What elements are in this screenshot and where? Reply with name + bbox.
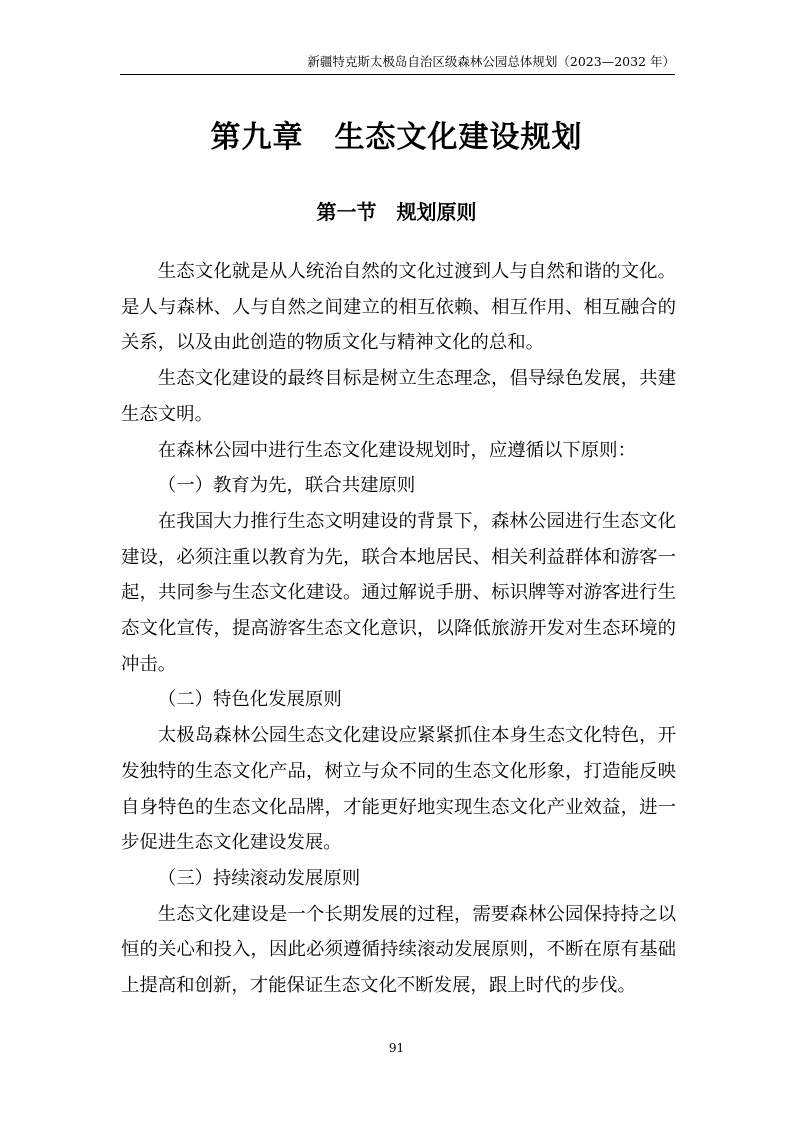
- paragraph-principle-1: 在我国大力推行生态文明建设的背景下，森林公园进行生态文化建设，必须注重以教育为先，联合本地居民、相关利益群体和游客一起，共同参与生态文化建设。通过解说手册、标识牌等对游客进行生态文化宣传，提高游客生态文化意识，以降低旅游开发对生态环境的冲击。: [121, 510, 676, 675]
- paragraph-ecological-culture-definition: 生态文化就是从人统治自然的文化过渡到人与自然和谐的文化。是人与森林、人与自然之间建立的相互依赖、相互作用、相互融合的关系，以及由此创造的物质文化与精神文化的总和。: [121, 261, 676, 354]
- page-number: 91: [388, 1041, 405, 1055]
- principle-heading-2: （二）特色化发展原则: [157, 689, 342, 711]
- paragraph-ultimate-goal: 生态文化建设的最终目标是树立生态理念，倡导绿色发展，共建生态文明。: [121, 368, 676, 425]
- section-title: 第一节 规划原则: [316, 200, 477, 224]
- paragraph-principle-2: 太极岛森林公园生态文化建设应紧紧抓住本身生态文化特色，开发独特的生态文化产品，树立与众不同的生态文化形象，打造能反映自身特色的生态文化品牌，才能更好地实现生态文化产业效益，进一步促进生态文化建设发展。: [121, 725, 676, 854]
- paragraph-principle-3: 生态文化建设是一个长期发展的过程，需要森林公园保持持之以恒的关心和投入，因此必须遵循持续滚动发展原则，不断在原有基础上提高和创新，才能保证生态文化不断发展，跟上时代的步伐。: [121, 903, 676, 997]
- principle-heading-3: （三）持续滚动发展原则: [157, 867, 361, 889]
- body-text: [121, 254, 676, 1004]
- principle-heading-1: （一）教育为先，联合共建原则: [157, 475, 416, 497]
- running-header: 新疆特克斯太极岛自治区级森林公园总体规划（2023—2032 年）: [120, 50, 675, 75]
- chapter-title: 第九章 生态文化建设规划: [210, 120, 583, 155]
- paragraph-principles-intro: 在森林公园中进行生态文化建设规划时，应遵循以下原则：: [157, 439, 636, 461]
